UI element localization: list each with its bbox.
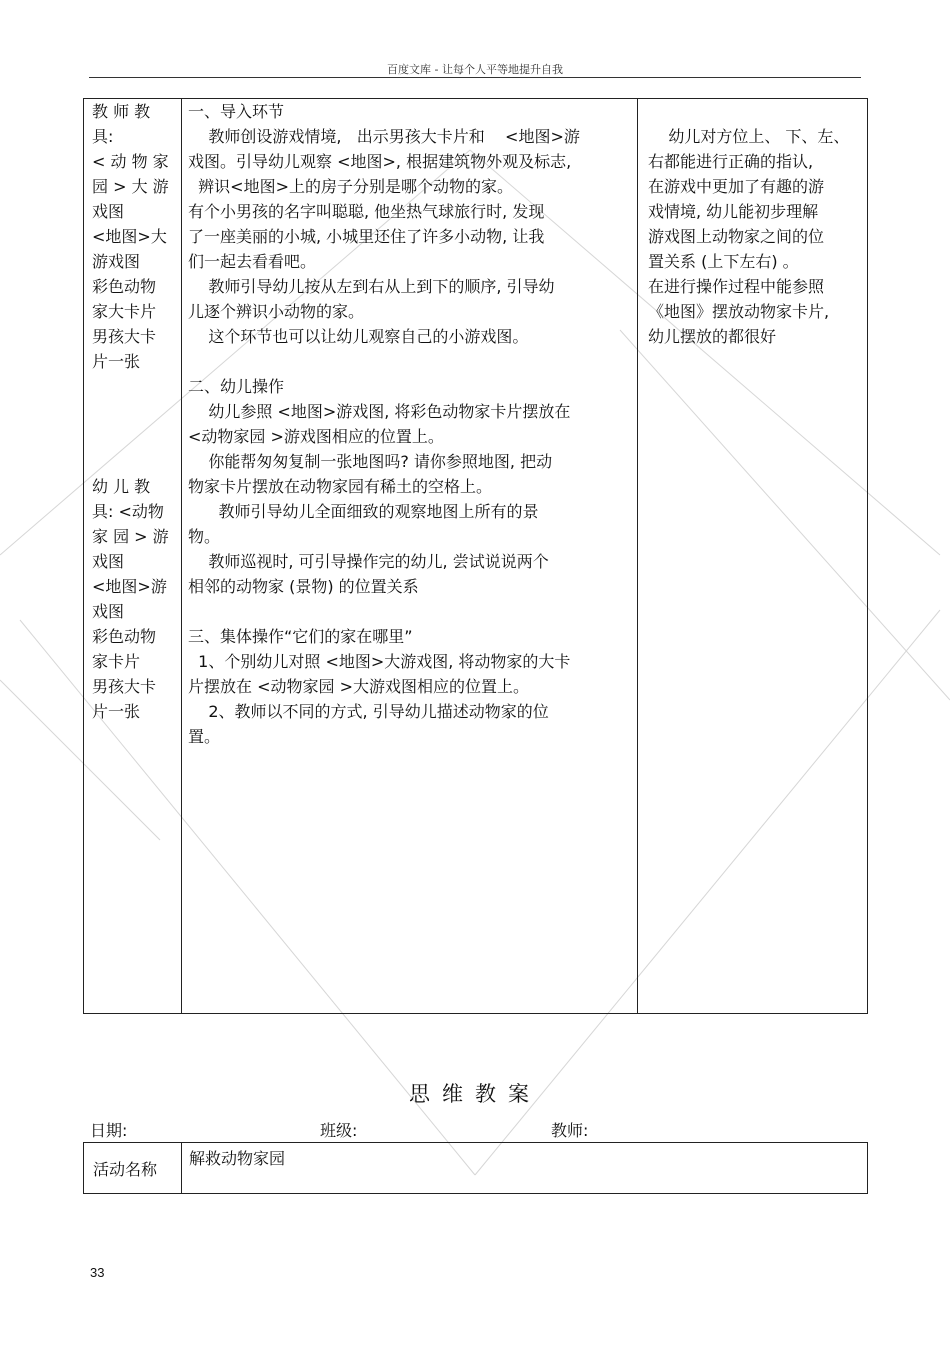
lesson-table bbox=[83, 98, 868, 1014]
reflection-line: 幼儿对方位上、 下、左、 bbox=[648, 127, 850, 146]
teacher-label: 教师: bbox=[551, 1121, 589, 1140]
class-label: 班级: bbox=[320, 1121, 358, 1140]
process-line: 教师巡视时, 可引导操作完的幼儿, 尝试说说两个 bbox=[188, 552, 549, 571]
process-line: 教师创设游戏情境, 出示男孩大卡片和 <地图>游 bbox=[188, 127, 580, 146]
activity-name-value: 解救动物家园 bbox=[189, 1149, 286, 1168]
process-line: 戏图。引导幼儿观察 <地图>, 根据建筑物外观及标志, bbox=[188, 152, 572, 171]
reflection-line: 在进行操作过程中能参照 bbox=[648, 277, 825, 296]
date-label: 日期: bbox=[90, 1121, 128, 1140]
process-line: 了一座美丽的小城, 小城里还住了许多小动物, 让我 bbox=[188, 227, 545, 246]
process-line: 相邻的动物家 (景物) 的位置关系 bbox=[188, 577, 419, 596]
process-line: 三、集体操作“它们的家在哪里” bbox=[188, 627, 413, 646]
process-line: 教师引导幼儿全面细致的观察地图上所有的景 bbox=[188, 502, 539, 521]
process-line: <动物家园 >游戏图相应的位置上。 bbox=[188, 427, 444, 446]
process-line bbox=[188, 599, 619, 624]
process-line: 辨识<地图>上的房子分别是哪个动物的家。 bbox=[188, 177, 513, 196]
process-line: 片摆放在 <动物家园 >大游戏图相应的位置上。 bbox=[188, 677, 529, 696]
process-line: 1、个别幼儿对照 <地图>大游戏图, 将动物家的大卡 bbox=[188, 652, 571, 671]
process-line bbox=[188, 349, 619, 374]
reflection-line: 《地图》摆放动物家卡片, bbox=[648, 302, 830, 321]
page-header: 百度文库 - 让每个人平等地提升自我 bbox=[387, 63, 563, 76]
header-rule bbox=[89, 77, 861, 78]
reflection-line: 戏情境, 幼儿能初步理解 bbox=[648, 202, 819, 221]
process-line: 2、教师以不同的方式, 引导幼儿描述动物家的位 bbox=[188, 702, 549, 721]
process-line: 幼儿参照 <地图>游戏图, 将彩色动物家卡片摆放在 bbox=[188, 402, 571, 421]
reflection-line: 幼儿摆放的都很好 bbox=[648, 327, 777, 346]
reflection-line: 在游戏中更加了有趣的游 bbox=[648, 177, 825, 196]
process-line: 这个环节也可以让幼儿观察自己的小游戏图。 bbox=[188, 327, 529, 346]
page-number: 33 bbox=[90, 1265, 105, 1280]
document-title: 思维教案 bbox=[409, 1082, 541, 1106]
activity-table bbox=[83, 1142, 868, 1194]
reflection-line: 置关系 (上下左右) 。 bbox=[648, 252, 799, 271]
process-line: 置。 bbox=[188, 727, 221, 746]
process-line: 二、幼儿操作 bbox=[188, 377, 285, 396]
materials-text: 教 师 教 具: < 动 物 家 园 > 大 游 戏图 <地图>大 游戏图 彩色动物 家大卡片 男孩大卡 片一张 幼 儿 教 具: <动物 家 园 > 游 戏图 <地图>游 戏图 彩色动物 家卡片 男孩大卡 片一张 bbox=[92, 102, 169, 721]
process-line: 物家卡片摆放在动物家园有稀土的空格上。 bbox=[188, 477, 493, 496]
reflection-line bbox=[648, 99, 862, 124]
process-line: 有个小男孩的名字叫聪聪, 他坐热气球旅行时, 发现 bbox=[188, 202, 545, 221]
reflection-line: 游戏图上动物家之间的位 bbox=[648, 227, 825, 246]
process-line: 你能帮匆匆复制一张地图吗? 请你参照地图, 把动 bbox=[188, 452, 553, 471]
process-line: 物。 bbox=[188, 527, 221, 546]
materials-column bbox=[84, 99, 181, 1013]
activity-name-label: 活动名称 bbox=[93, 1160, 158, 1179]
column-divider bbox=[181, 1143, 182, 1193]
process-line: 一、导入环节 bbox=[188, 102, 285, 121]
process-line: 教师引导幼儿按从左到右从上到下的顺序, 引导幼 bbox=[188, 277, 555, 296]
reflection-line: 右都能进行正确的指认, bbox=[648, 152, 814, 171]
process-column bbox=[182, 99, 637, 1013]
process-line: 儿逐个辨识小动物的家。 bbox=[188, 302, 365, 321]
process-line: 们一起去看看吧。 bbox=[188, 252, 317, 271]
reflection-column bbox=[638, 99, 868, 1013]
